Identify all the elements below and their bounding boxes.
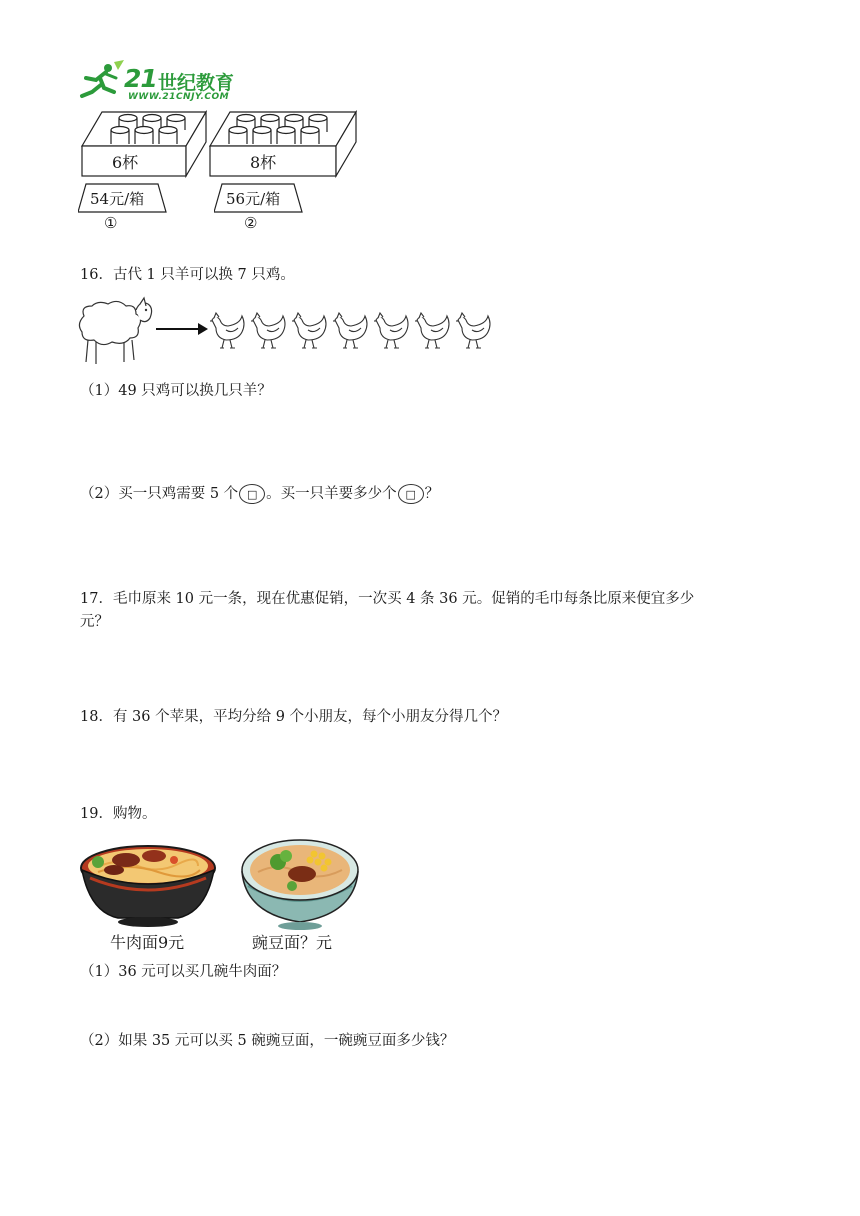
question-16-part-2 <box>80 484 439 504</box>
site-logo <box>78 58 258 108</box>
box-marker-2: ② <box>244 214 258 232</box>
part-2-text-b: 。买一只羊要多少个 <box>266 486 397 502</box>
chicken-row <box>208 310 504 350</box>
chicken-icon <box>208 310 504 350</box>
part-2-text-c: ？ <box>424 486 440 502</box>
question-17-line-2: 元？ <box>80 614 109 630</box>
price-label: 56元/箱 <box>226 190 281 208</box>
sheep-chicken-illustration <box>74 296 504 368</box>
question-16-stem: 16．古代 1 只羊可以换 7 只鸡。 <box>80 267 295 283</box>
beef-noodle-image <box>78 832 218 932</box>
question-17-line-1: 17．毛巾原来 10 元一条，现在优惠促销，一次买 4 条 36 元。促销的毛巾每条比原来便宜多少 <box>80 591 695 607</box>
price-tag-2 <box>214 183 304 213</box>
box-drawing <box>80 110 210 180</box>
pea-noodle-price-label: 豌豆面？元 <box>252 933 333 952</box>
beef-noodle-price-label: 牛肉面9元 <box>110 933 185 952</box>
pea-noodle-bowl <box>238 832 362 932</box>
beef-noodle-bowl <box>78 832 218 932</box>
logo-url: WWW.21CNJY.COM <box>128 92 230 102</box>
price-label: 54元/箱 <box>90 190 145 208</box>
box-marker-1: ① <box>104 214 118 232</box>
price-tag-1 <box>78 183 168 213</box>
logo-text: 世纪教育 <box>158 72 235 94</box>
coin-icon: □ <box>239 484 265 504</box>
question-19-stem: 19．购物。 <box>80 806 157 822</box>
arrow-icon <box>156 322 208 336</box>
coin-icon: □ <box>398 484 424 504</box>
question-19-part-1: （1）36 元可以买几碗牛肉面？ <box>80 964 287 980</box>
runner-icon <box>78 58 126 102</box>
box-drawing <box>208 110 358 180</box>
pea-noodle-image <box>238 832 362 932</box>
cup-box-1 <box>80 110 210 180</box>
question-18-stem: 18．有 36 个苹果，平均分给 9 个小朋友，每个小朋友分得几个？ <box>80 709 508 725</box>
cup-count-label: 6杯 <box>112 153 139 172</box>
sheep-icon <box>74 296 154 368</box>
cup-count-label: 8杯 <box>250 153 277 172</box>
question-16-part-1: （1）49 只鸡可以换几只羊？ <box>80 383 272 399</box>
question-19-part-2: （2）如果 35 元可以买 5 碗豌豆面，一碗豌豆面多少钱？ <box>80 1033 455 1049</box>
cup-box-2 <box>208 110 358 180</box>
logo-number: 21 <box>124 64 157 93</box>
part-2-text-a: （2）买一只鸡需要 5 个 <box>80 486 239 502</box>
